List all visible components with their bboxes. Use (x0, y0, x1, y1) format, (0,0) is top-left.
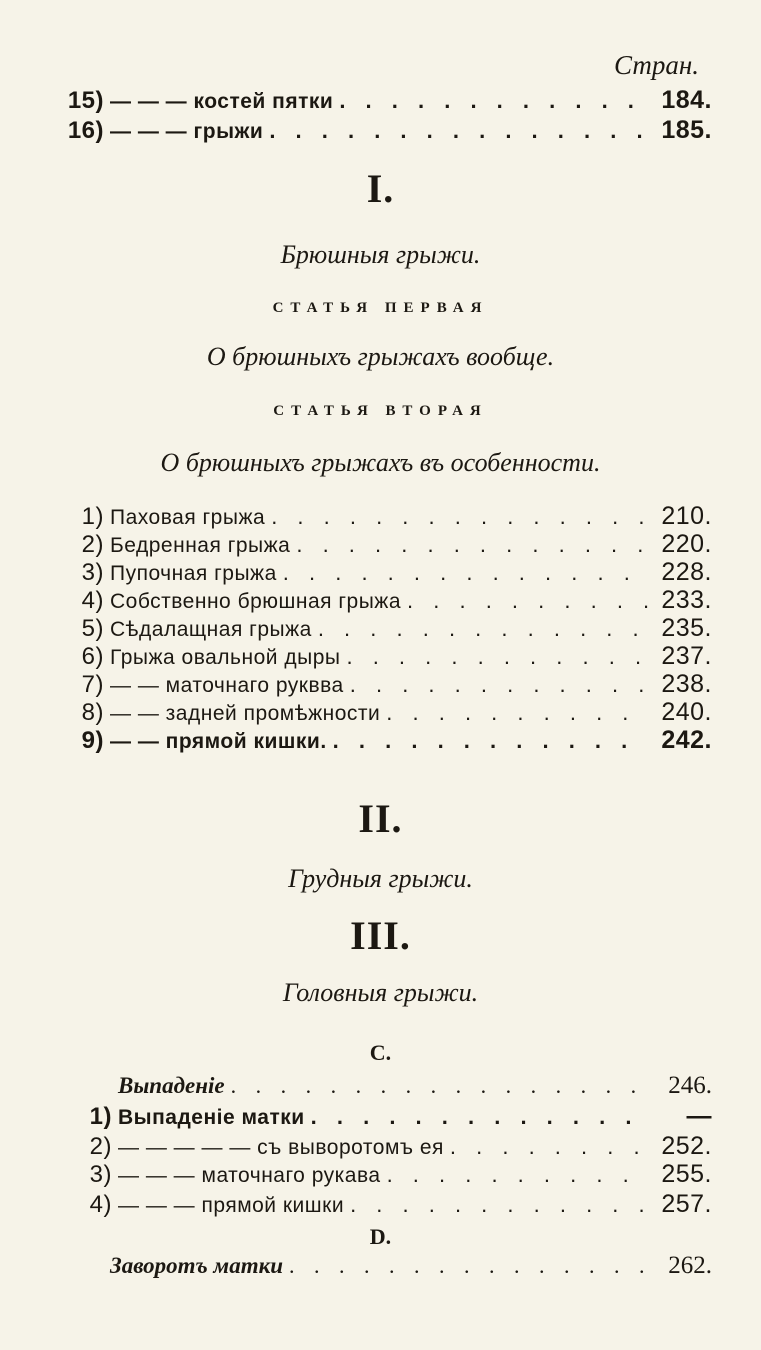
section-d-head-entry (52, 1252, 712, 1282)
entry-text: Паховая грыжа (110, 506, 266, 529)
toc-entry-15 (52, 86, 712, 116)
part-3-title: Головныя грыжи. (282, 978, 479, 1007)
entry-text: Сѣдалащная грыжа (110, 618, 312, 641)
entry-text: Бедренная грыжа (110, 534, 291, 557)
leader-dots (283, 560, 648, 586)
entry-text: Грыжа овальной дыры (110, 646, 341, 669)
entry-text: — — — прямой кишки (118, 1194, 345, 1217)
leader-dots (318, 616, 648, 642)
entry-page: 240. (661, 698, 712, 726)
leader-dots (289, 1253, 648, 1279)
entry-text: Пупочная грыжа (110, 562, 277, 585)
part-1-numeral: I. (366, 166, 395, 211)
article-1-title: О брюшныхъ грыжахъ вообще. (206, 342, 555, 371)
leader-dots (450, 1134, 648, 1160)
leader-dots (333, 728, 648, 754)
entry-text: — — прямой кишки. (110, 730, 327, 753)
leader-dots (296, 532, 648, 558)
leader-dots (346, 644, 648, 670)
entry-page: 257. (661, 1190, 712, 1218)
leader-dots (350, 1192, 648, 1218)
entry-number: 8) (81, 699, 104, 726)
entry-number: 9) (81, 727, 104, 754)
leader-dots (407, 588, 648, 614)
entry-page: 233. (661, 586, 712, 614)
part-2-title: Грудныя грыжи. (288, 864, 473, 893)
entry-text: — — задней промѣжности (110, 702, 381, 725)
toc-entry-7 (52, 670, 712, 700)
toc-entry-6 (52, 642, 712, 672)
entry-text: — — — грыжи (110, 120, 264, 143)
entry-text: — — — костей пятки (110, 90, 334, 113)
entry-number: 2) (89, 1133, 112, 1160)
leader-dots (311, 1104, 648, 1130)
entry-number: 2) (81, 531, 104, 558)
entry-text: Собственно брюшная грыжа (110, 590, 402, 613)
toc-entry-2 (52, 530, 712, 560)
leader-dots (387, 1162, 648, 1188)
leader-dots (269, 118, 648, 144)
section-c-head-entry (52, 1072, 712, 1102)
leader-dots (271, 504, 648, 530)
entry-page: 235. (661, 614, 712, 642)
toc-entry-8 (52, 698, 712, 728)
toc-entry-9 (52, 726, 712, 756)
entry-text: Выпаденіе (118, 1073, 225, 1098)
leader-dots (386, 700, 648, 726)
entry-number: 3) (89, 1161, 112, 1188)
entry-text: — — маточнаго руквва (110, 674, 344, 697)
article-1-heading: СТАТЬЯ ПЕРВАЯ (272, 300, 489, 316)
leader-dots (350, 672, 648, 698)
article-2-title: О брюшныхъ грыжахъ въ особенности. (160, 448, 601, 477)
entry-text: Заворотъ матки (110, 1253, 284, 1278)
entry-number: 1) (89, 1103, 112, 1130)
entry-page: 210. (661, 502, 712, 530)
entry-page: 237. (661, 642, 712, 670)
entry-page: 246. (668, 1072, 712, 1099)
entry-number: 4) (89, 1191, 112, 1218)
section-c-entry-3 (52, 1160, 712, 1190)
article-2-heading: СТАТЬЯ ВТОРАЯ (273, 403, 488, 419)
leader-dots (339, 88, 648, 114)
entry-number: 5) (81, 615, 104, 642)
entry-number: 1) (81, 503, 104, 530)
entry-number: 7) (81, 671, 104, 698)
toc-entry-5 (52, 614, 712, 644)
part-2-numeral: II. (358, 796, 403, 841)
toc-entry-1 (52, 502, 712, 532)
entry-page: 252. (661, 1132, 712, 1160)
entry-page: 262. (668, 1252, 712, 1279)
entry-page: — (686, 1102, 712, 1130)
entry-page: 228. (661, 558, 712, 586)
part-1-title: Брюшныя грыжи. (280, 240, 481, 269)
part-3-numeral: III. (350, 913, 411, 958)
toc-entry-4 (52, 586, 712, 616)
entry-number: 15) (67, 87, 104, 114)
section-d-letter: D. (369, 1224, 392, 1249)
entry-number: 16) (67, 117, 104, 144)
entry-page: 184. (661, 86, 712, 114)
entry-number: 4) (81, 587, 104, 614)
section-c-entry-1 (52, 1102, 712, 1132)
entry-page: 255. (661, 1160, 712, 1188)
toc-entry-3 (52, 558, 712, 588)
entry-text: — — — маточнаго рукава (118, 1164, 381, 1187)
section-c-entry-4 (52, 1190, 712, 1220)
section-c-letter: C. (369, 1040, 392, 1065)
toc-entry-16 (52, 116, 712, 146)
leader-dots (231, 1073, 648, 1099)
entry-page: 220. (661, 530, 712, 558)
entry-page: 185. (661, 116, 712, 144)
section-c-entry-2 (52, 1132, 712, 1162)
entry-page: 242. (661, 726, 712, 754)
entry-text: — — — — — съ выворотомъ ея (118, 1136, 444, 1159)
entry-number: 3) (81, 559, 104, 586)
entry-number: 6) (81, 643, 104, 670)
entry-page: 238. (661, 670, 712, 698)
entry-text: Выпаденіе матки (118, 1106, 305, 1129)
page-column-label: Стран. (613, 50, 699, 80)
